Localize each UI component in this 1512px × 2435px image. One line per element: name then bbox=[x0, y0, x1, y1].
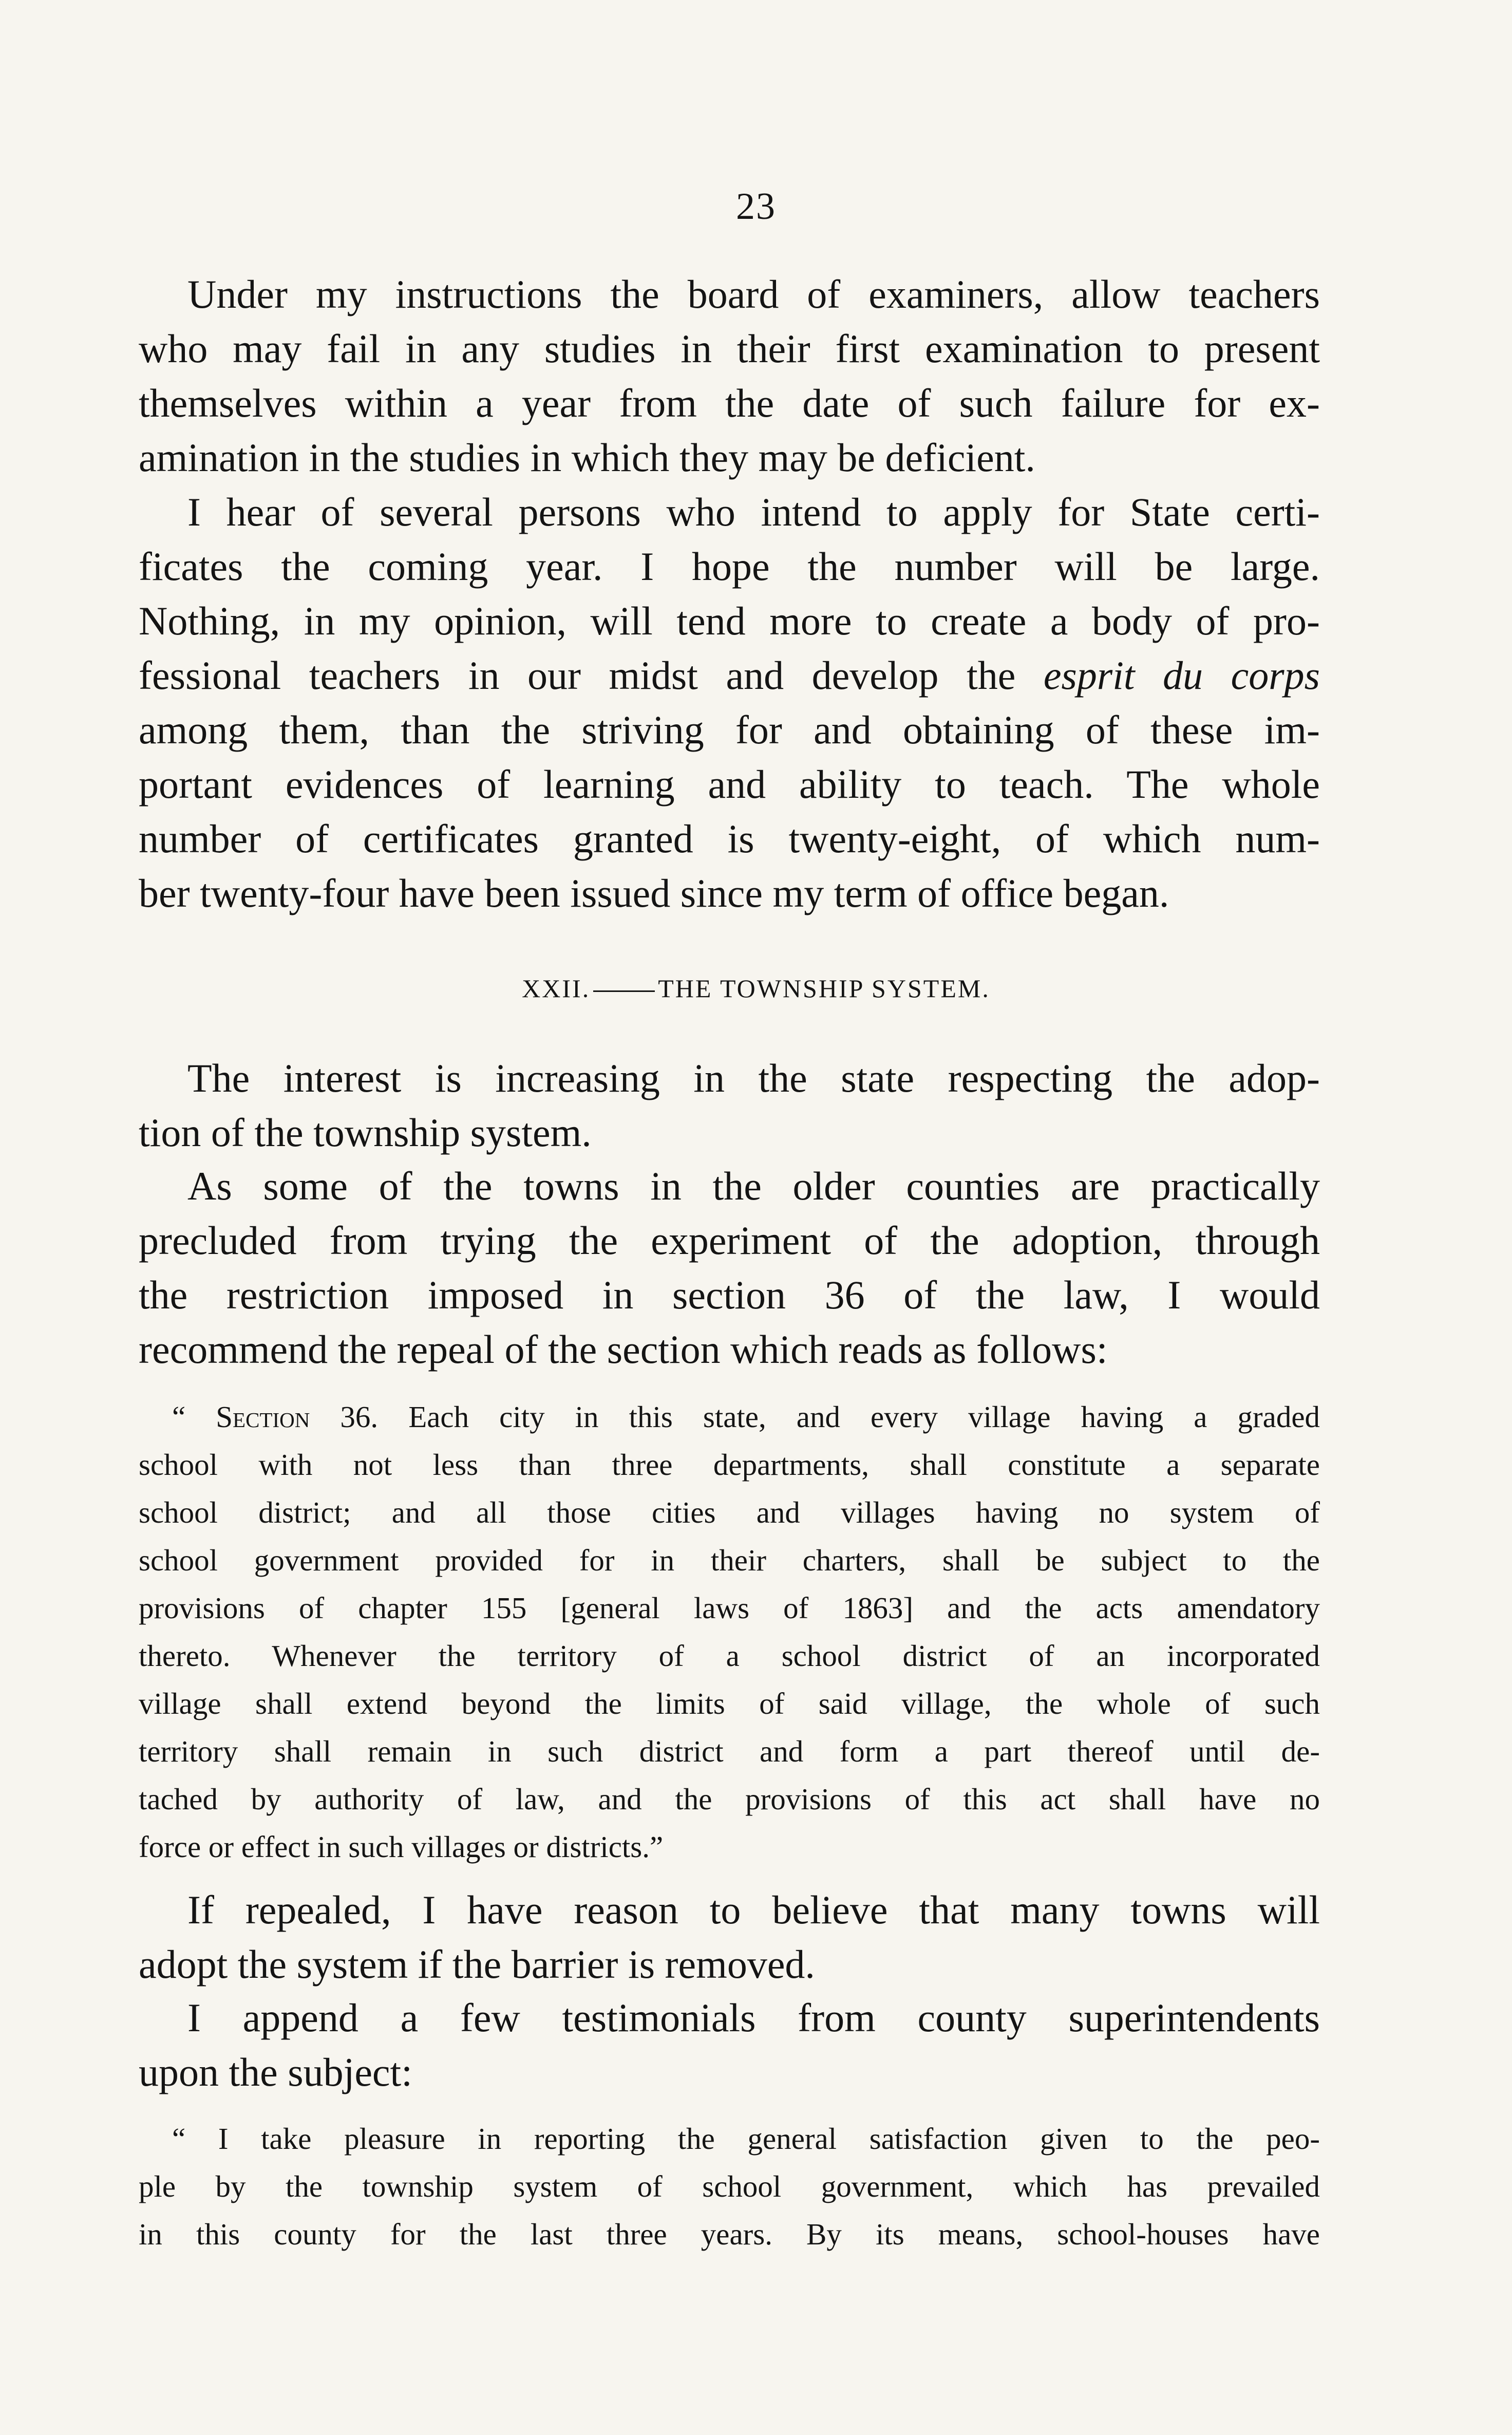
text-line: upon the subject: bbox=[139, 2050, 412, 2094]
text-line: who may fail in any studies in their first examination to present bbox=[139, 326, 1320, 371]
text-line: ple by the township system of school government, which has prevailed bbox=[139, 2169, 1320, 2203]
section-title: THE TOWNSHIP SYSTEM. bbox=[658, 974, 990, 1003]
paragraph-if-repealed bbox=[139, 1883, 1320, 1992]
open-quote: “ bbox=[172, 1400, 186, 1434]
text-line: territory shall remain in such district and form a part thereof until de- bbox=[139, 1734, 1320, 1768]
section-label: Section 36. bbox=[216, 1400, 379, 1434]
italic-phrase: esprit du corps bbox=[1043, 653, 1320, 698]
text-line: tion of the township system. bbox=[139, 1110, 592, 1155]
text-line: tached by authority of law, and the provisions of this act shall have no bbox=[139, 1782, 1320, 1816]
text-line: Nothing, in my opinion, will tend more to create a body of pro- bbox=[139, 598, 1320, 643]
text-line: the restriction imposed in section 36 of the law, I would bbox=[139, 1272, 1320, 1317]
paragraph-township-interest bbox=[139, 1051, 1320, 1160]
text-line: among them, than the striving for and obtaining of these im- bbox=[139, 707, 1320, 752]
text-line: precluded from trying the experiment of the adoption, through bbox=[139, 1218, 1320, 1263]
heading-dash bbox=[593, 990, 655, 992]
text-line: school government provided for in their charters, shall be subject to the bbox=[139, 1543, 1320, 1577]
paragraph-testimonials bbox=[139, 1991, 1320, 2100]
text-line bbox=[139, 648, 1320, 703]
page-number: 23 bbox=[736, 185, 776, 228]
text-line: “ I take pleasure in reporting the general satisfaction given to the peo- bbox=[172, 2122, 1320, 2156]
text-line: I hear of several persons who intend to apply for State certi- bbox=[187, 490, 1320, 534]
text-segment: Each city in this state, and every village having a graded bbox=[408, 1400, 1320, 1434]
text-line: portant evidences of learning and ability to teach. The whole bbox=[139, 762, 1320, 807]
text-line: village shall extend beyond the limits of said village, the whole of such bbox=[139, 1687, 1320, 1720]
text-line: themselves within a year from the date of such failure for ex- bbox=[139, 381, 1320, 425]
quoted-testimonial bbox=[139, 2115, 1320, 2258]
text-line: in this county for the last three years. By its means, school-houses have bbox=[139, 2217, 1320, 2251]
text-line: amination in the studies in which they may be deficient. bbox=[139, 435, 1035, 480]
text-segment: fessional teachers in our midst and develop the bbox=[139, 653, 1016, 698]
text-line: If repealed, I have reason to believe that many towns will bbox=[187, 1887, 1320, 1932]
text-line: provisions of chapter 155 [general laws of 1863] and the acts amendatory bbox=[139, 1591, 1320, 1625]
text-line: adopt the system if the barrier is removed. bbox=[139, 1942, 815, 1987]
paragraph-state-certificates bbox=[139, 485, 1320, 921]
text-line: school district; and all those cities and villages having no system of bbox=[139, 1495, 1320, 1529]
paragraph-examiners bbox=[139, 267, 1320, 485]
text-line: I append a few testimonials from county superintendents bbox=[187, 1995, 1320, 2040]
text-line bbox=[139, 1393, 1320, 1441]
text-line: number of certificates granted is twenty-eight, of which num- bbox=[139, 816, 1320, 861]
text-line: thereto. Whenever the territory of a school district of an incorporated bbox=[139, 1639, 1320, 1673]
text-line: As some of the towns in the older counties are practically bbox=[187, 1164, 1320, 1208]
text-line: school with not less than three departments, shall constitute a separate bbox=[139, 1448, 1320, 1482]
text-line: Under my instructions the board of examiners, allow teachers bbox=[187, 272, 1320, 316]
text-line: ficates the coming year. I hope the number will be large. bbox=[139, 544, 1320, 589]
section-numeral: XXII. bbox=[522, 974, 591, 1003]
section-heading bbox=[0, 973, 1512, 1003]
quoted-section-36 bbox=[139, 1393, 1320, 1871]
text-line: ber twenty-four have been issued since my term of office began. bbox=[139, 871, 1169, 915]
paragraph-repeal-recommendation bbox=[139, 1159, 1320, 1377]
text-line: force or effect in such villages or districts.” bbox=[139, 1830, 664, 1864]
text-line: The interest is increasing in the state respecting the adop- bbox=[187, 1056, 1320, 1100]
text-line: recommend the repeal of the section which reads as follows: bbox=[139, 1327, 1108, 1372]
